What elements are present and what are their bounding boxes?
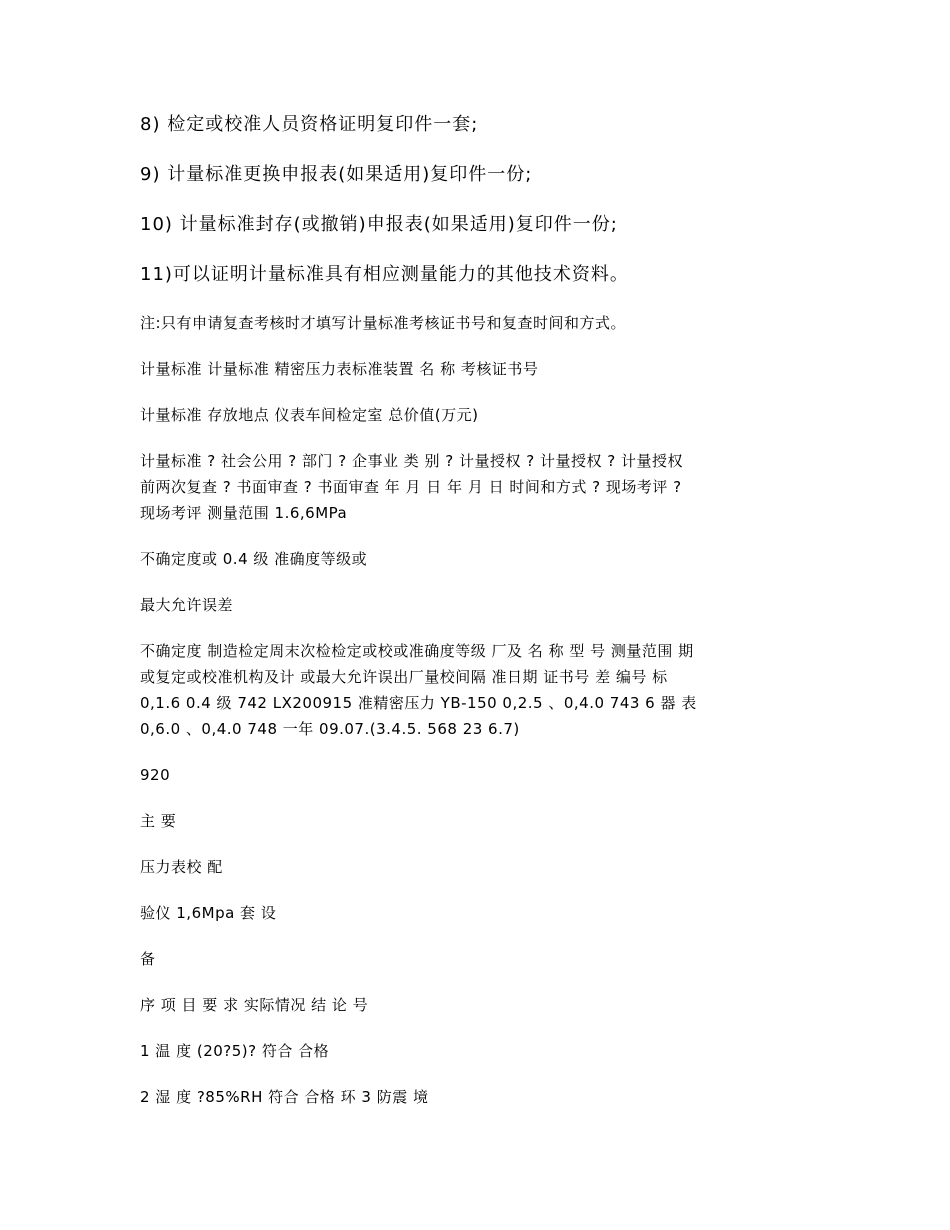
main-label: 主 要 [140,812,177,830]
text-line: 0,1.6 0.4 级 742 LX200915 准精密压力 YB-150 0,2.5 、0,4.0 743 6 器 表 [140,694,697,712]
list-item-8: 8) 检定或校准人员资格证明复印件一套; [140,114,479,135]
uncertainty-line: 不确定度或 0.4 级 准确度等级或 [140,550,368,568]
number-line: 920 [140,766,171,784]
list-item-10: 10) 计量标准封存(或撤销)申报表(如果适用)复印件一份; [140,214,618,235]
note-text: 注:只有申请复查考核时才填写计量标准考核证书号和复查时间和方式。 [140,314,627,332]
text-line: 计量标准 ? 社会公用 ? 部门 ? 企事业 类 别 ? 计量授权 ? 计量授权 ? 计量授权 [140,452,684,470]
text-line: 0,6.0 、0,4.0 748 一年 09.07.(3.4.5. 568 23 6.7) [140,720,520,738]
list-item-9: 9) 计量标准更换申报表(如果适用)复印件一份; [140,164,533,185]
text-line: 或复定或校准机构及计 或最大允许误出厂量校间隔 准日期 证书号 差 编号 标 [140,668,668,686]
list-item-11: 11)可以证明计量标准具有相应测量能力的其他技术资料。 [140,264,629,285]
max-error-line: 最大允许误差 [140,596,234,614]
table-row: 1 温 度 (20?5)? 符合 合格 [140,1042,330,1060]
calibrator-line: 压力表校 配 [140,858,223,876]
equipment-paragraph [140,638,820,742]
table-row: 2 湿 度 ?85%RH 符合 合格 环 3 防震 境 [140,1088,429,1106]
standard-name-line: 计量标准 计量标准 精密压力表标准装置 名 称 考核证书号 [140,360,539,378]
text-line: 前两次复查 ? 书面审查 ? 书面审查 年 月 日 年 月 日 时间和方式 ? 现场考评 ? [140,478,682,496]
category-paragraph [140,448,820,526]
text-line: 不确定度 制造检定周末次检检定或校或准确度等级 厂及 名 称 型 号 测量范围 期 [140,642,694,660]
instrument-line: 验仪 1,6Mpa 套 设 [140,904,277,922]
text-line: 现场考评 测量范围 1.6,6MPa [140,504,348,522]
document-page [140,110,820,1130]
storage-location-line: 计量标准 存放地点 仪表车间检定室 总价值(万元) [140,406,479,424]
table-header-line: 序 项 目 要 求 实际情况 结 论 号 [140,996,369,1014]
equipment-label: 备 [140,950,156,968]
